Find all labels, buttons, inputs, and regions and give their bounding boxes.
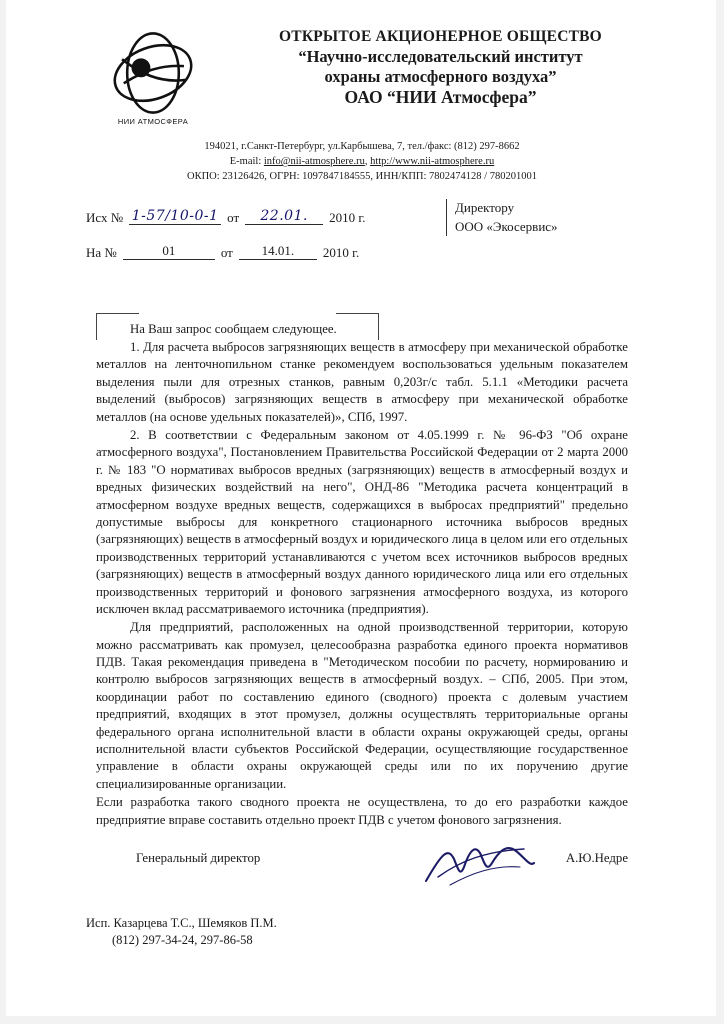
contact-email-line [55,154,669,169]
org-title-line-2: “Научно-исследовательский институт [298,46,583,66]
body-paragraph-3: Для предприятий, расположенных на одной производственной территории, которую можно рассматривать как промузел, целесообразна разработка единого проекта нормативов ПДВ. Такая рекомендация приведена в "Методическом пособии по расчету, нормированию и контролю выбросов загрязняющих веществ в атмосферный воздух. – СПб, 2005. При этом, координации работ по составлению единого (сводного) проекта с долевым участием предприятий, входящих в этот промузел, должны осуществлять территориальные органы федерального органа исполнительной власти в области охраны окружающей среды, органы исполнительной власти субъектов Российской Федерации, осуществляющие государственное управление в области охраны окружающей среды или по их поручению другие специализированные организации. [96,620,628,791]
incoming-date-value: 14.01. [239,243,317,260]
incoming-number-value: 01 [123,243,215,260]
website-link[interactable]: http://www.nii-atmosphere.ru [370,156,495,168]
contact-block [0,139,724,185]
letterhead [0,0,724,126]
organization-title-block [211,28,684,109]
email-separator: , [364,156,371,168]
organization-logo [95,28,211,126]
scan-edge-bottom [0,1016,724,1024]
body-intro: На Ваш запрос сообщаем следующее. [130,321,337,336]
org-title-line-3: охраны атмосферного воздуха” [324,67,557,87]
org-title-line-4: ОАО “НИИ Атмосфера” [344,87,537,108]
email-label: E-mail: [229,156,264,168]
form-bracket-left [96,313,139,340]
letter-body [0,321,724,829]
body-paragraph-1: 1. Для расчета выбросов загрязняющих веществ в атмосферу при механической обработке металлов на ленточнопильном станке рекомендуем воспользоваться удельным показателем выделения пыли для отрезных станков, равным 0,203г/с табл. 5.1.1 «Методики расчета выделений (выбросов) загрязняющих веществ в атмосферу при механической обработке металлов (на основе удельных показателей)», СПб, 1997. [96,340,628,424]
logo-caption: НИИ АТМОСФЕРА [117,117,189,126]
incoming-date-label: от [220,244,233,260]
contact-registry-line: ОКПО: 23126426, ОГРН: 1097847184555, ИНН/КПП: 7802474128 / 780201001 [187,171,537,183]
addressee-block [446,199,558,237]
outgoing-year: 2010 г. [329,209,366,225]
reference-block [0,201,724,261]
form-bracket-right [336,313,379,340]
signatory-title: Генеральный директор [136,850,261,865]
outgoing-reference-row [86,201,684,226]
handwritten-signature-icon [420,837,540,889]
contact-address-line: 194021, г.Санкт-Петербург, ул.Карбышева, 7, тел./факс: (812) 297-8662 [204,141,520,152]
incoming-reference-row [86,236,684,261]
outgoing-number-label: Исх № [86,209,124,225]
signature-block [0,851,724,895]
incoming-year: 2010 г. [322,244,360,260]
incoming-number-label: На № [86,244,117,260]
addressee-line-2: ООО «Экосервис» [455,218,558,234]
outgoing-number-value: 1-57/10-0-1 [129,208,221,225]
email-link[interactable]: info@nii-atmosphere.ru [263,156,365,168]
outgoing-date-value: 22.01. [245,208,323,225]
signatory-name: А.Ю.Недре [565,850,628,865]
executor-block [0,915,724,950]
org-title-line-1: ОТКРЫТОЕ АКЦИОНЕРНОЕ ОБЩЕСТВО [279,28,602,45]
addressee-line-1: Директору [455,199,515,215]
executor-names: Исп. Казарцева Т.С., Шемяков П.М. [86,915,277,930]
body-paragraph-4: Если разработка такого сводного проекта не осуществлена, то до его разработки каждое предприятие вправе составить отдельно проект ПДВ с учетом фонового загрязнения. [96,795,628,827]
executor-phones: (812) 297-34-24, 297-86-58 [112,933,253,948]
body-paragraph-2: 2. В соответствии с Федеральным законом от 4.05.1999 г. № 96-ФЗ "Об охране атмосферного воздуха", Постановлением Правительства Российской Федерации от 2 марта 2000 г. № 183 "О нормативах выбросов вредных (загрязняющих) веществ в атмосферный воздух и вредных физических воздействий на него", ОНД-86 "Методика расчета концентраций в атмосферном воздухе вредных веществ, содержащихся в выбросах предприятий" предельно допустимые выбросы для конкретного стационарного источника выбросов вредных (загрязняющих) веществ в атмосферный воздух и юридического лица в целом или его отдельных производственных территорий устанавливаются с учетом всех источников выбросов вредных (загрязняющих) веществ в атмосферный воздух данного юридического лица или его отдельных производственных территорий и фонового загрязнения атмосферного воздуха, из которого исключен вклад рассматриваемого источника (предприятия). [96,428,628,616]
outgoing-date-label: от [227,209,240,225]
atom-orbit-icon [110,30,196,116]
